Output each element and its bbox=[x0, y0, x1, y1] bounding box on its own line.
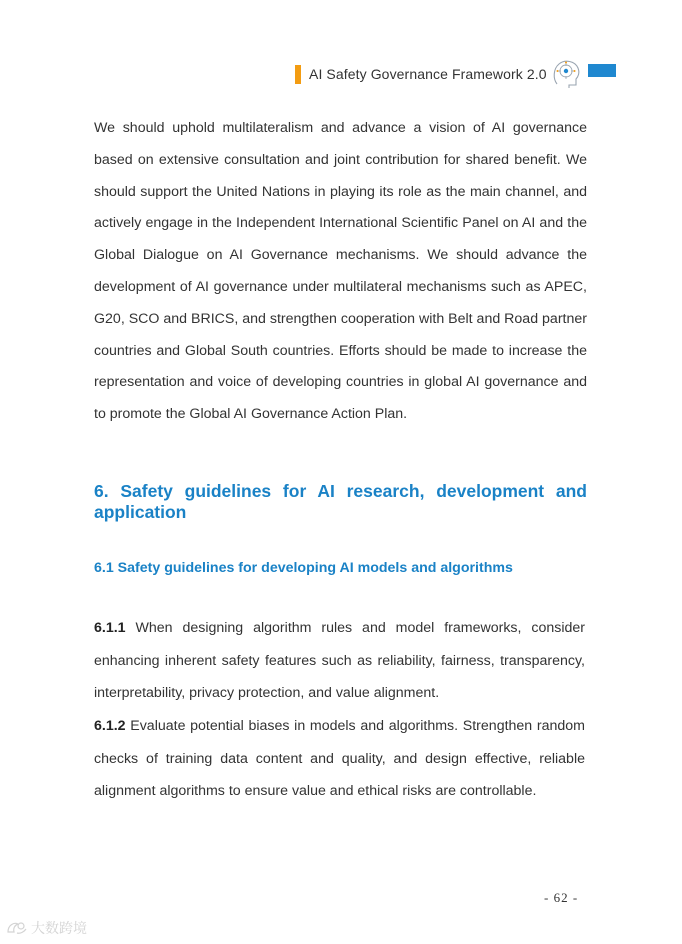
header-title: AI Safety Governance Framework 2.0 bbox=[309, 66, 547, 82]
page-header bbox=[295, 57, 583, 91]
page-number: - 62 - bbox=[544, 890, 579, 905]
section-heading: 6. Safety guidelines for AI research, development and application bbox=[94, 481, 587, 522]
guideline-text: When designing algorithm rules and model frameworks, consider enhancing inherent safety features such as reliability, fairness, transparency, interpretability, privacy protection, and value alignment. bbox=[94, 620, 585, 702]
watermark bbox=[6, 918, 87, 938]
guideline-item bbox=[94, 612, 585, 710]
guideline-number: 6.1.1 bbox=[94, 620, 126, 636]
watermark-logo-icon bbox=[6, 920, 28, 936]
ai-head-logo-icon bbox=[549, 57, 583, 91]
header-blue-block bbox=[588, 64, 616, 77]
header-accent-bar bbox=[295, 65, 301, 84]
guideline-text: Evaluate potential biases in models and algorithms. Strengthen random checks of training data content and quality, and design effective, reliable alignment algorithms to ensure value and ethical risks are controllable. bbox=[94, 718, 585, 800]
watermark-text: 大数跨境 bbox=[31, 920, 87, 936]
subsection-heading: 6.1 Safety guidelines for developing AI models and algorithms bbox=[94, 560, 513, 576]
guideline-number: 6.1.2 bbox=[94, 718, 126, 734]
body-paragraph: We should uphold multilateralism and advance a vision of AI governance based on extensive consultation and joint contribution for shared benefit. We should support the United Nations in playing its role as the main channel, and actively engage in the Independent International Scientific Panel on AI and the Global Dialogue on AI Governance mechanisms. We should advance the development of AI governance under multilateral mechanisms such as APEC, G20, SCO and BRICS, and strengthen cooperation with Belt and Road partner countries and Global South countries. Efforts should be made to increase the representation and voice of developing countries in global AI governance and to promote the Global AI Governance Action Plan. bbox=[94, 120, 587, 423]
guideline-item bbox=[94, 710, 585, 808]
